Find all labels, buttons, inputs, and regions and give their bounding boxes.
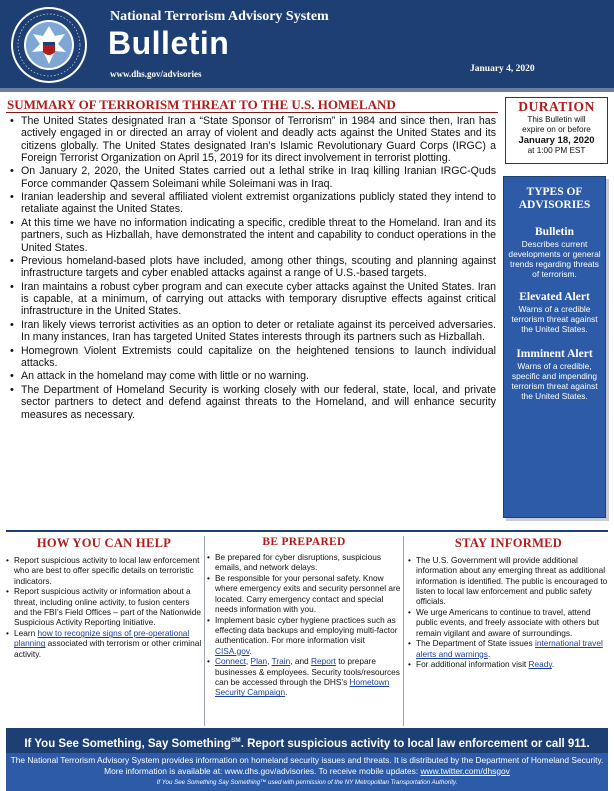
types-title-line2: ADVISORIES	[518, 199, 591, 211]
duration-title: DURATION	[518, 99, 595, 114]
summary-bullet: • The Department of Homeland Security is working closely with our federal, state, local, and private sector partners to detect and defend against threats to the Homeland, and will enhance security measures as necessary.	[8, 384, 496, 421]
summary-list	[8, 115, 496, 422]
prepared-sep: ,	[267, 656, 272, 667]
advisories-url[interactable]: www.dhs.gov/advisories	[110, 69, 202, 79]
footer-info-pre: The National Terrorism Advisory System provides information on homeland security issues and threats. It is distributed by the Department of Homeland Security. More information is available at: www.dhs.gov/advisories. To receive mobile updates:	[10, 755, 604, 776]
help-bullet: • Report suspicious activity to local law enforcement who are best to offer specific details on terroristic indicators.	[4, 555, 204, 586]
prepared-b3-pre: Implement basic cyber hygiene practices such as effecting data backups and employing multi-factor authentication. For more information visit	[215, 614, 398, 646]
system-name: National Terrorism Advisory System	[110, 9, 329, 24]
duration-date: January 18, 2020	[518, 135, 595, 146]
service-mark: SM	[230, 737, 241, 744]
header-banner	[0, 0, 614, 92]
stay-informed-column	[406, 536, 611, 726]
advisory-desc-bulletin: Describes current developments or general trends regarding threats of terrorism.	[508, 239, 601, 279]
informed-bullet: • The U.S. Government will provide additional information about any emerging threat as additional information is identified. The public is encouraged to listen to local law enforcement and public safety officials.	[406, 555, 611, 606]
report-link[interactable]: Report	[310, 656, 336, 667]
summary-bullet: • Iran likely views terrorist activities as an option to deter or retaliate against its perceived adversaries. In many instances, Iran has targeted United States interests through its partners such as Hizballah.	[8, 319, 496, 344]
bulletin-title: Bulletin	[108, 25, 230, 61]
informed-b3-pre: The Department of State issues	[416, 638, 535, 649]
ready-link[interactable]: Ready	[528, 659, 552, 670]
types-of-advisories-box	[503, 176, 606, 518]
how-you-can-help-column	[4, 536, 204, 726]
duration-line2: expire on or before	[522, 125, 591, 134]
connect-link[interactable]: Connect	[215, 656, 246, 667]
help-title: HOW YOU CAN HELP	[36, 536, 172, 550]
summary-bullet: • Iranian leadership and several affiliated violent extremist organizations publicly stated they intend to retaliate against the United States.	[8, 191, 496, 216]
recognize-signs-link[interactable]: how to recognize signs of pre-operational planning	[14, 628, 190, 649]
hometown-security-link[interactable]: Hometown Security Campaign	[215, 677, 390, 698]
prepared-b4-mid: to prepare businesses & employees. Security tools/resources can be accessed through the DHS’s	[215, 656, 400, 688]
advisory-desc-elevated: Warns of a credible terrorism threat against the United States.	[511, 304, 598, 334]
travel-alerts-link[interactable]: international travel alerts and warnings	[416, 638, 603, 659]
advisory-name-imminent: Imminent Alert	[516, 348, 593, 360]
summary-divider	[6, 112, 498, 113]
footer-permission: If You See Something Say Something™ used with permission of the NY Metropolitan Transportation Authority.	[156, 779, 458, 786]
be-prepared-column	[204, 536, 404, 726]
help-b3-pre: Learn	[14, 628, 38, 639]
summary-bullet: • Iran maintains a robust cyber program and can execute cyber attacks against the United States. Iran is capable, at a minimum, of carrying out attacks with temporary disruptive effects against critical infrastructure in the United States.	[8, 281, 496, 318]
summary-bullet: • An attack in the homeland may come with little or no warning.	[8, 370, 496, 382]
informed-b4-post: .	[551, 659, 555, 670]
prepared-b4-post: .	[285, 687, 288, 698]
cisa-link[interactable]: CISA.gov	[215, 645, 250, 656]
informed-bullet	[406, 659, 611, 669]
see-something-banner	[6, 728, 608, 753]
twitter-link[interactable]: www.twitter.com/dhsgov	[420, 765, 510, 776]
help-bullet: • Report suspicious activity or information about a threat, including online activity, to fusion centers and the FBI’s Field Offices – part of the Nationwide Suspicious Activity Reporting Initiative.	[4, 586, 204, 627]
duration-time: at 1:00 PM EST	[527, 146, 586, 155]
informed-bullet	[406, 638, 611, 659]
summary-title: SUMMARY OF TERRORISM THREAT TO THE U.S. HOMELAND	[7, 97, 396, 112]
prepared-title: BE PREPARED	[262, 536, 346, 548]
informed-bullet: • We urge Americans to continue to travel, attend public events, and freely associate with others but remain vigilant and aware of surroundings.	[406, 607, 611, 638]
duration-line1: This Bulletin will	[527, 115, 586, 124]
prepared-bullet	[205, 656, 403, 697]
advisory-name-bulletin: Bulletin	[535, 226, 574, 238]
plan-link[interactable]: Plan	[250, 656, 268, 667]
bulletin-date: January 4, 2020	[470, 64, 535, 74]
see-something-text: If You See Something, Say Something	[24, 737, 231, 750]
types-title-line1: TYPES OF	[526, 186, 583, 198]
summary-bullet: • Homegrown Violent Extremists could capitalize on the heightened tensions to launch individual attacks.	[8, 345, 496, 370]
summary-bullet: • At this time we have no information indicating a specific, credible threat to the Homeland. Iran and its partners, such as Hizballah, have demonstrated the intent and capability to conduct operations in the United States.	[8, 217, 496, 254]
advisory-name-elevated: Elevated Alert	[519, 291, 590, 303]
informed-b3-post: .	[487, 648, 491, 659]
informed-b4-pre: For additional information visit	[416, 659, 529, 670]
summary-bullet: • Previous homeland-based plots have included, among other things, scouting and planning against infrastructure targets and cyber enabled attacks against a range of U.S.-based targets.	[8, 255, 496, 280]
summary-bullet: • The United States designated Iran a “State Sponsor of Terrorism” in 1984 and since then, Iran has actively engaged in or directed an array of violent and deadly acts against the United States and its citizens globally. The United States designated Iran’s Islamic Revolutionary Guard Corps (IRGC) a Foreign Terrorist Organization on April 15, 2019 for its direct involvement in terrorist plotting.	[8, 115, 496, 164]
duration-box	[505, 97, 608, 164]
footer-info	[6, 753, 608, 791]
section-separator	[6, 530, 608, 532]
train-link[interactable]: Train	[271, 656, 291, 667]
prepared-sep: ,	[245, 656, 251, 667]
informed-title: STAY INFORMED	[454, 536, 563, 550]
header-stripe	[0, 88, 614, 92]
prepared-b3-post: .	[249, 645, 252, 656]
prepared-bullet	[205, 615, 403, 656]
prepared-bullet: • Be prepared for cyber disruptions, suspicious emails, and network delays.	[205, 552, 403, 573]
summary-bullet: • On January 2, 2020, the United States carried out a lethal strike in Iraq killing Iranian IRGC-Quds Force commander Qassem Soleimani while Soleimani was in Iraq.	[8, 165, 496, 190]
prepared-sep: , and	[290, 656, 311, 667]
report-text: . Report suspicious activity to local law enforcement or call 911.	[240, 737, 590, 750]
advisory-desc-imminent: Warns of a credible, specific and impending terrorism threat against the United States.	[511, 361, 598, 401]
dhs-seal-icon	[10, 6, 88, 84]
prepared-bullet: • Be responsible for your personal safety. Know where emergency exits and security personnel are located. Carry emergency contact and special needs information with you.	[205, 573, 403, 614]
footer-info-text	[6, 755, 608, 776]
help-b3-post: associated with terrorism or other criminal activity.	[14, 638, 202, 659]
help-bullet	[4, 628, 204, 659]
